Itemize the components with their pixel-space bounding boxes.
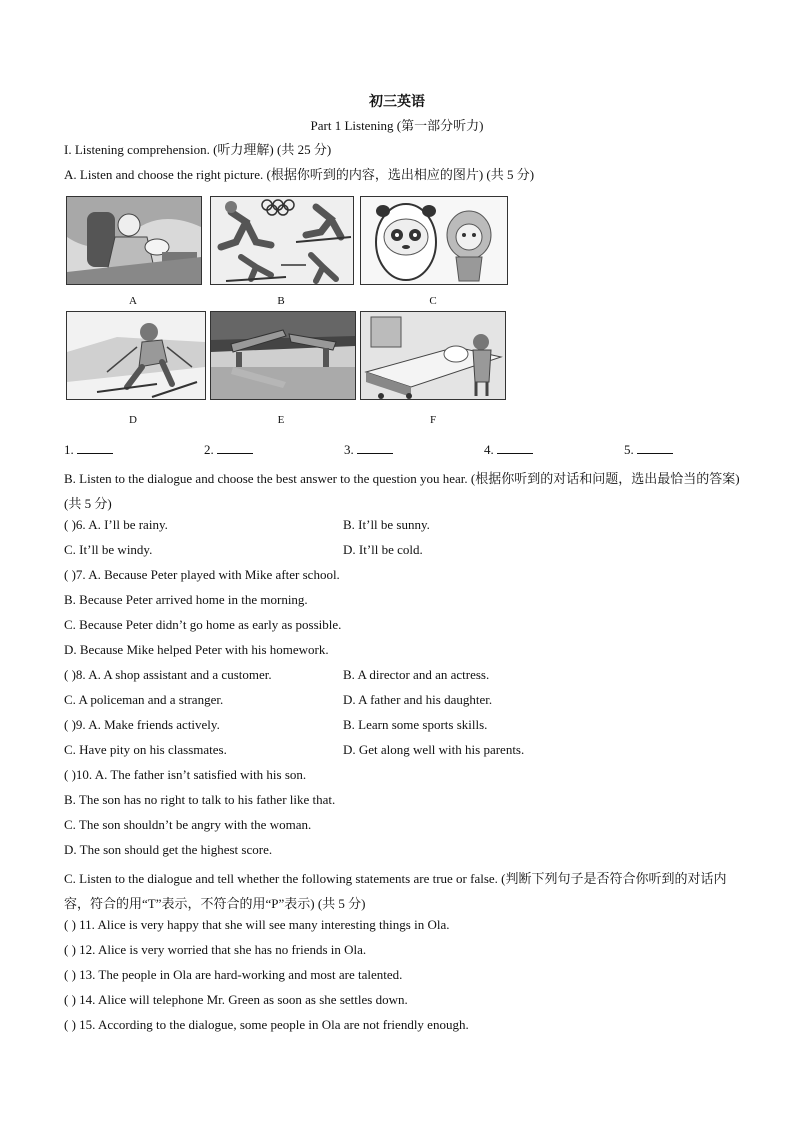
answer-blank-4[interactable]: 4. (484, 441, 533, 458)
question-9: ( )9. A. Make friends actively. B. Learn some sports skills. (64, 717, 488, 732)
winter-olympic-mascots-picture-icon (361, 197, 507, 284)
picture-label: C (429, 295, 437, 307)
picture-label: A (129, 295, 137, 307)
question-8: ( )8. A. A shop assistant and a customer. B. A director and an actress. (64, 667, 490, 682)
tf-question-14: ( ) 14. Alice will telephone Mr. Green as soon as she settles down. (64, 992, 408, 1007)
picture-label: F (429, 414, 437, 426)
picture-label: E (277, 414, 285, 426)
picture-d (66, 311, 206, 400)
answer-blank-5[interactable]: 5. (624, 441, 673, 458)
question-10-option-c: C. The son shouldn’t be angry with the woman. (64, 817, 312, 832)
picture-a (66, 196, 202, 285)
picture-f (360, 311, 506, 400)
question-10-option-b: B. The son has no right to talk to his father like that. (64, 792, 336, 807)
tf-question-13: ( ) 13. The people in Ola are hard-working and most are talented. (64, 967, 403, 982)
section-a-heading: A. Listen and choose the right picture. (根据你听到的内容，选出相应的图片) (共 5 分) (64, 167, 535, 182)
picture-e (210, 311, 356, 400)
picture-label: D (129, 414, 137, 426)
page-title: 初三英语 (369, 94, 425, 110)
section-1-heading: I. Listening comprehension. (听力理解) (共 25 分) (64, 142, 332, 157)
olympic-sports-picture-icon (211, 197, 353, 284)
question-7-option-c: C. Because Peter didn’t go home as early as possible. (64, 617, 342, 632)
question-7: ( )7. A. Because Peter played with Mike after school. (64, 567, 340, 582)
picture-c (360, 196, 508, 285)
question-7-option-b: B. Because Peter arrived home in the morning. (64, 592, 308, 607)
question-6: ( )6. A. I’ll be rainy. B. It’ll be sunny. (64, 517, 430, 532)
hospital-bed-picture-icon (361, 312, 505, 399)
section-b-heading: B. Listen to the dialogue and choose the best answer to the question you hear. (根据你听到的对话和问题，选出最恰当的答案)(共 5 分) (64, 471, 740, 511)
tf-question-11: ( ) 11. Alice is very happy that she will see many interesting things in Ola. (64, 917, 450, 932)
picture-b (210, 196, 354, 285)
girl-with-cat-picture-icon (67, 197, 201, 284)
question-8-row2: C. A policeman and a stranger. D. A father and his daughter. (64, 692, 493, 707)
question-10: ( )10. A. The father isn’t satisfied with his son. (64, 767, 307, 782)
question-9-row2: C. Have pity on his classmates. D. Get along well with his parents. (64, 742, 525, 757)
section-c-heading: C. Listen to the dialogue and tell whether the following statements are true or false. (判断下列句子是否符合你听到的对话内容，符合的用“T”表示，不符合的用“P”表示) (共 5 分) (64, 871, 727, 911)
answer-blank-1[interactable]: 1. (64, 441, 113, 458)
question-7-option-d: D. Because Mike helped Peter with his homework. (64, 642, 329, 657)
tf-question-15: ( ) 15. According to the dialogue, some people in Ola are not friendly enough. (64, 1017, 469, 1032)
tf-question-12: ( ) 12. Alice is very worried that she has no friends in Ola. (64, 942, 367, 957)
question-10-option-d: D. The son should get the highest score. (64, 842, 273, 857)
question-6-row2: C. It’ll be windy. D. It’ll be cold. (64, 542, 423, 557)
answer-blank-3[interactable]: 3. (344, 441, 393, 458)
picture-label: B (277, 295, 285, 307)
answer-blank-2[interactable]: 2. (204, 441, 253, 458)
part-heading: Part 1 Listening (第一部分听力) (310, 118, 484, 133)
broken-bridge-picture-icon (211, 312, 355, 399)
skier-picture-icon (67, 312, 205, 399)
